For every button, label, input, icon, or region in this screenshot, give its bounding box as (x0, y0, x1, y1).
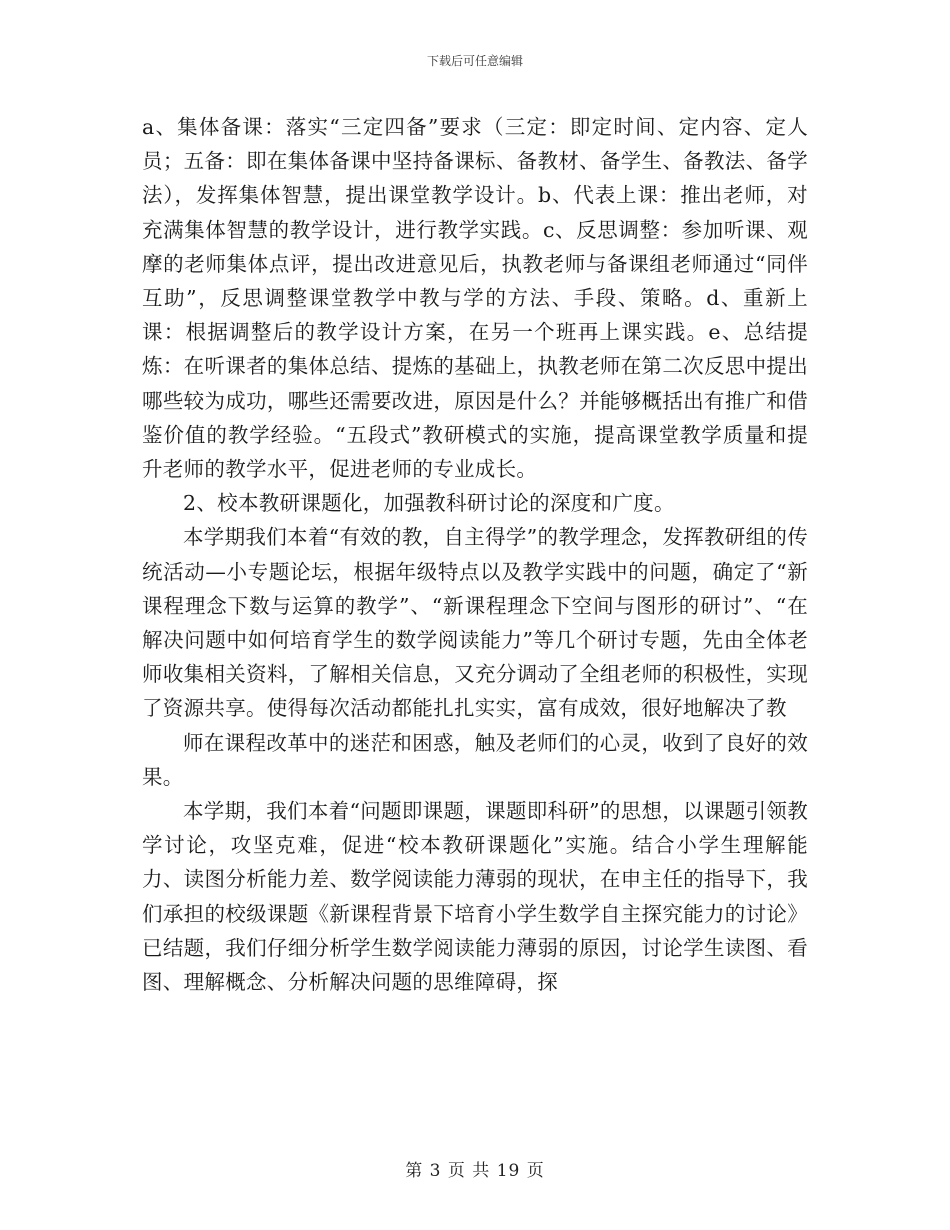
paragraph-five-step-details: a、集体备课：落实“三定四备”要求（三定：即定时间、定内容、定人员；五备：即在集体备课中坚持备课标、备教材、备学生、备教法、备学法），发挥集体智慧，提出课堂教学设计。b、代表上课：推出老师，对充满集体智慧的教学设计，进行教学实践。c、反思调整：参加听课、观摩的老师集体点评，提出改进意见后，执教老师与备课组老师通过“同伴互助”，反思调整课堂教学中教与学的方法、手段、策略。d、重新上课：根据调整后的教学设计方案，在另一个班再上课实践。e、总结提炼：在听课者的集体总结、提炼的基础上，执教老师在第二次反思中提出哪些较为成功，哪些还需要改进，原因是什么？并能够概括出有推广和借鉴价值的教学经验。“五段式”教研模式的实施，提高课堂教学质量和提升老师的教学水平，促进老师的专业成长。 (142, 115, 808, 482)
page-header: 下载后可任意编辑 (426, 54, 523, 68)
document-body (142, 110, 808, 999)
paragraph-topic-forum: 本学期我们本着“有效的教，自主得学”的教学理念，发挥教研组的传统活动—小专题论坛，根据年级特点以及教学实践中的问题，确定了“新课程理念下数与运算的教学”、“新课程理念下空间与图形的研讨”、“在解决问题中如何培育学生的数学阅读能力”等几个研讨专题，先由全体老师收集相关资料，了解相关信息，又充分调动了全组老师的积极性，实现了资源共享。使得每次活动都能扎扎实实，富有成效，很好地解决了教 (142, 525, 808, 721)
paragraph-research-project: 本学期，我们本着“问题即课题，课题即科研”的思想，以课题引领教学讨论，攻坚克难，促进“校本教研课题化”实施。结合小学生理解能力、读图分析能力差、数学阅读能力薄弱的现状，在申主任的指导下，我们承担的校级课题《新课程背景下培育小学生数学自主探究能力的讨论》已结题，我们仔细分析学生数学阅读能力薄弱的原因，讨论学生读图、看图、理解概念、分析解决问题的思维障碍，探 (142, 799, 808, 995)
paragraph-forum-effect: 师在课程改革中的迷茫和困惑，触及老师们的心灵，收到了良好的效果。 (142, 730, 808, 789)
paragraph-section-heading-2: 2、校本教研课题化，加强教科研讨论的深度和广度。 (183, 491, 675, 516)
page-footer: 第 3 页 共 19 页 (405, 1161, 545, 1181)
